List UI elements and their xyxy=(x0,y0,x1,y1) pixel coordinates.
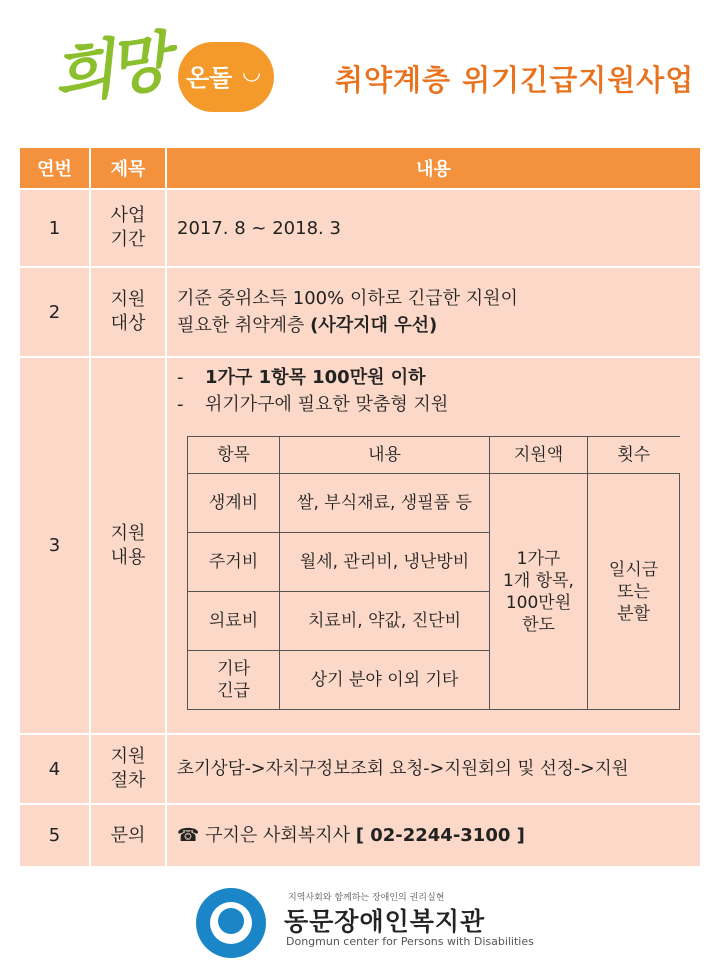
bullet-dash: - xyxy=(177,394,184,415)
row-number: 3 xyxy=(20,357,90,734)
logo-circle-text: 온돌 xyxy=(186,64,233,92)
row-title-line: 지원 xyxy=(110,746,146,767)
content-line: 필요한 취약계층 xyxy=(177,315,311,336)
frequency-line: 분할 xyxy=(617,603,650,624)
page-footer xyxy=(0,880,720,960)
amount-line: 100만원 xyxy=(505,592,572,613)
support-header-amount: 지원액 xyxy=(490,437,588,474)
row-number: 5 xyxy=(20,804,90,866)
row-title-line: 기간 xyxy=(110,229,146,250)
row-title-line: 대상 xyxy=(110,313,146,334)
header-title: 제목 xyxy=(90,148,166,189)
seal-figure-icon xyxy=(218,908,244,934)
support-desc: 상기 분야 이외 기타 xyxy=(280,651,490,710)
row-content xyxy=(166,357,700,734)
table-row xyxy=(20,734,700,804)
row-title xyxy=(90,734,166,804)
bullet-dash: - xyxy=(177,367,184,388)
header-content: 내용 xyxy=(166,148,700,189)
dongmun-seal-logo xyxy=(196,888,266,958)
support-item: 생계비 xyxy=(188,474,280,533)
org-tagline: 지역사회와 함께하는 장애인의 권리실현 xyxy=(288,893,445,903)
row-number: 1 xyxy=(20,189,90,267)
table-row xyxy=(20,357,700,734)
support-amount xyxy=(490,474,588,710)
table-row xyxy=(20,267,700,357)
program-info-table xyxy=(20,148,700,866)
priority-note: (사각지대 우선) xyxy=(310,315,438,336)
support-header-row xyxy=(188,437,680,474)
row-title: 문의 xyxy=(90,804,166,866)
org-name-english: Dongmun center for Persons with Disabilities xyxy=(286,935,534,948)
frequency-line: 일시금 xyxy=(608,559,659,580)
bullet-item xyxy=(177,391,699,418)
amount-line: 1가구 xyxy=(516,548,561,569)
row-title xyxy=(90,357,166,734)
logo-circle xyxy=(178,42,274,112)
table-row xyxy=(20,804,700,866)
amount-line: 1개 항목, xyxy=(503,570,574,591)
support-item: 주거비 xyxy=(188,533,280,592)
row-content: 2017. 8 ~ 2018. 3 xyxy=(166,189,700,267)
contact-name: 구지은 사회복지사 xyxy=(199,825,356,846)
page-header xyxy=(0,0,720,140)
bullet-text: 1가구 1항목 100만원 이하 xyxy=(205,367,426,388)
smile-icon: ◡ xyxy=(242,60,262,85)
row-title-line: 절차 xyxy=(110,770,146,791)
amount-line: 한도 xyxy=(522,614,555,635)
row-title-line: 지원 xyxy=(110,522,146,544)
item-line: 기타 xyxy=(217,659,250,679)
support-header-desc: 내용 xyxy=(280,437,490,474)
page-title: 취약계층 위기긴급지원사업 xyxy=(335,63,695,97)
table-row xyxy=(20,189,700,267)
phone-icon: ☎ xyxy=(177,825,200,846)
row-title xyxy=(90,267,166,357)
support-item: 의료비 xyxy=(188,592,280,651)
header-no: 연번 xyxy=(20,148,90,189)
content-line: 기준 중위소득 100% 이하로 긴급한 지원이 xyxy=(177,288,518,309)
support-header-item: 항목 xyxy=(188,437,280,474)
row-number: 4 xyxy=(20,734,90,804)
support-desc: 쌀, 부식재료, 생필품 등 xyxy=(280,474,490,533)
support-desc: 치료비, 약값, 진단비 xyxy=(280,592,490,651)
table-header-row xyxy=(20,148,700,189)
row-number: 2 xyxy=(20,267,90,357)
row-title-line: 사업 xyxy=(110,205,146,226)
support-item xyxy=(188,651,280,710)
row-content xyxy=(166,267,700,357)
logo-script-text: 희망 xyxy=(48,24,170,115)
support-frequency xyxy=(588,474,680,710)
support-header-frequency: 횟수 xyxy=(588,437,680,474)
row-content xyxy=(166,804,700,866)
support-items-table xyxy=(187,436,680,710)
row-title-line: 내용 xyxy=(110,546,146,568)
frequency-line: 또는 xyxy=(617,581,650,602)
bullet-text: 위기가구에 필요한 맞춤형 지원 xyxy=(205,394,449,415)
item-line: 긴급 xyxy=(217,681,250,701)
row-title-line: 지원 xyxy=(110,289,146,310)
contact-phone: [ 02-2244-3100 ] xyxy=(355,825,525,846)
row-title xyxy=(90,189,166,267)
support-row xyxy=(188,474,680,533)
row-content: 초기상담->자치구정보조회 요청->지원회의 및 선정->지원 xyxy=(166,734,700,804)
org-name: 동문장애인복지관 xyxy=(284,907,486,936)
support-desc: 월세, 관리비, 냉난방비 xyxy=(280,533,490,592)
bullet-item xyxy=(177,364,699,391)
